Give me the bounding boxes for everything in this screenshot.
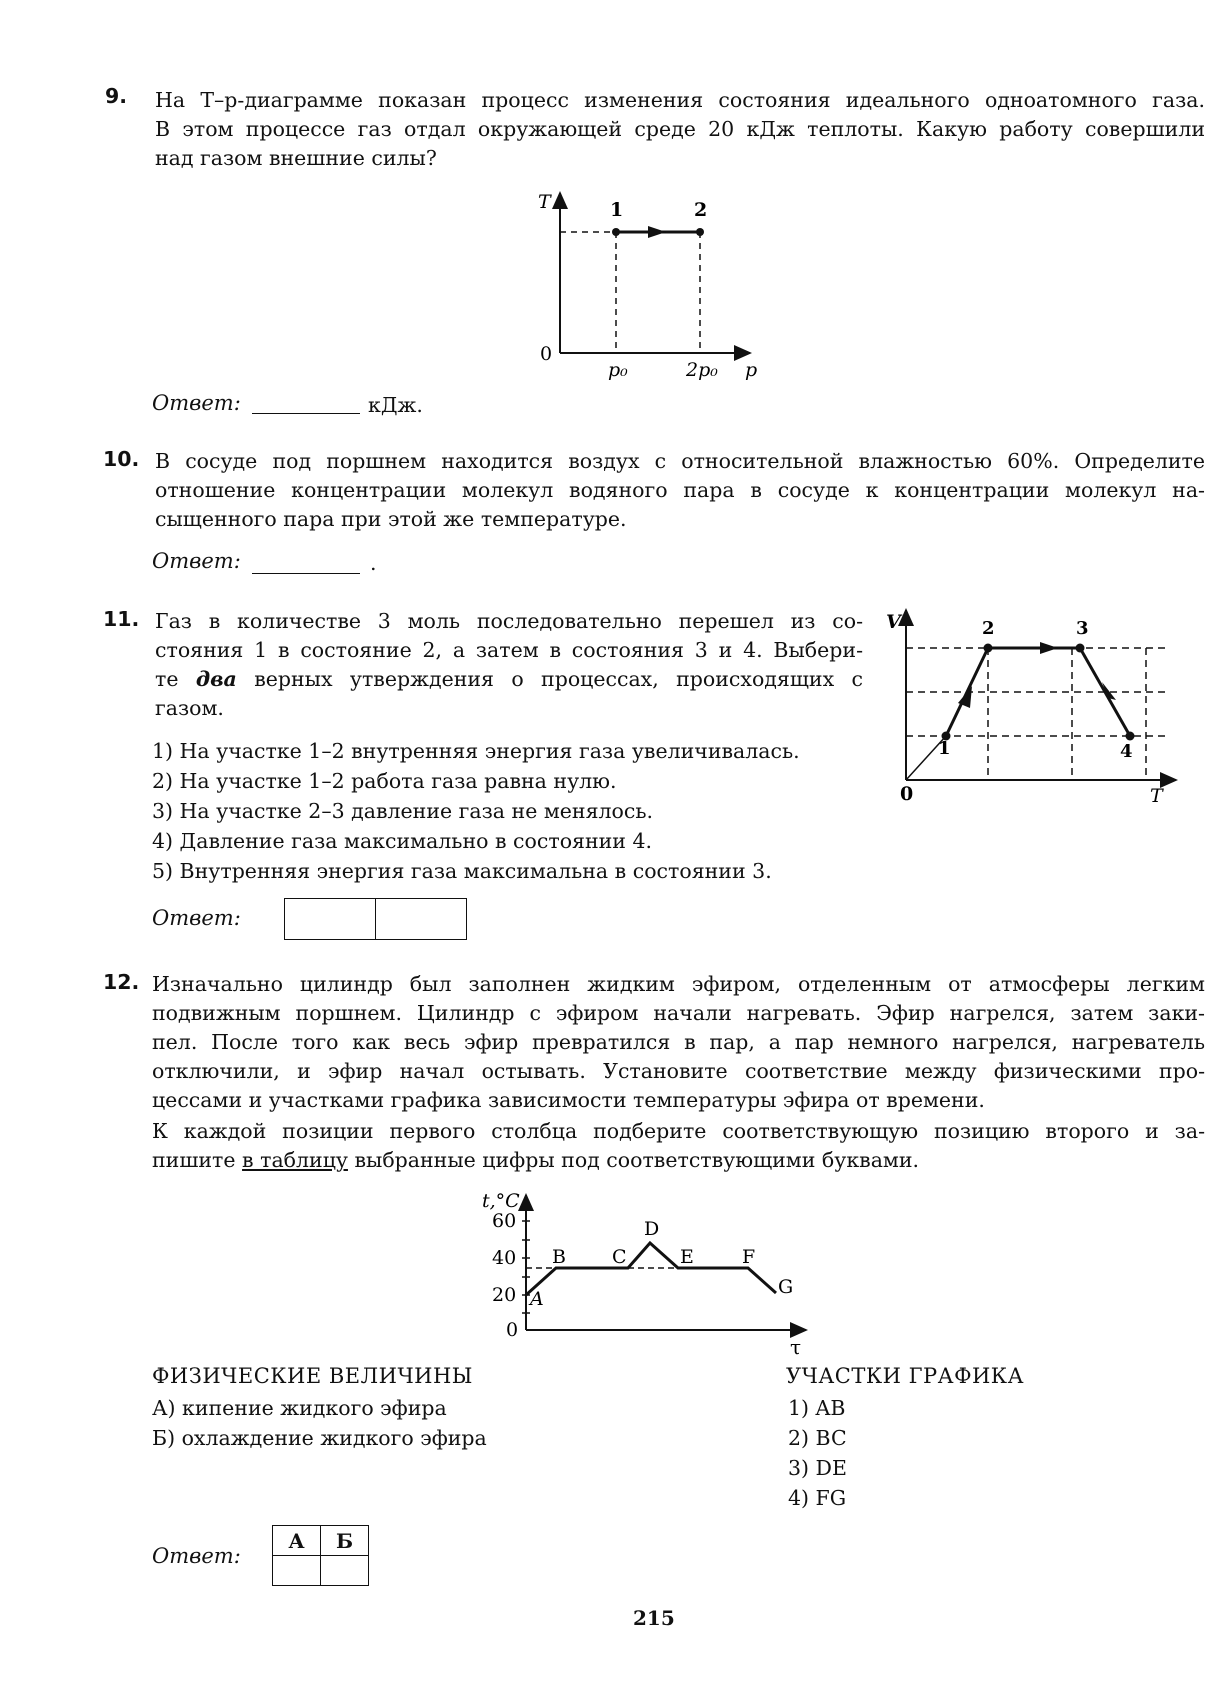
answer-cell[interactable] — [375, 899, 466, 939]
question-number: 11. — [103, 607, 140, 631]
answer-cell[interactable] — [285, 899, 375, 939]
p-axis-label: p — [745, 359, 758, 381]
tick-label: p₀ — [608, 359, 628, 381]
question-number: 12. — [103, 970, 140, 994]
question-number: 10. — [103, 447, 140, 471]
point-label: D — [644, 1218, 660, 1240]
point-label: E — [680, 1246, 694, 1268]
option: 1) На участке 1–2 внутренняя энергия газа увеличивалась. — [152, 739, 800, 763]
point-1 — [612, 228, 620, 236]
y-tick-label: 0 — [506, 1319, 519, 1341]
origin-label: 0 — [900, 783, 914, 805]
question-text-line: газом. — [155, 696, 224, 720]
left-item: Б) охлаждение жидкого эфира — [152, 1426, 487, 1450]
question-text-line: Газ в количестве 3 моль последовательно перешел из со- — [155, 609, 863, 633]
question-text-line: сыщенного пара при этой же температуре. — [155, 507, 627, 531]
table-link: в таблицу — [242, 1148, 348, 1172]
y-tick-label: 20 — [492, 1284, 517, 1306]
vt-diagram — [880, 600, 1180, 810]
point-label: B — [552, 1246, 566, 1268]
right-item: 3) DE — [788, 1456, 847, 1480]
question-text-line: отключили, и эфир начал остывать. Установите соответствие между физическими про- — [152, 1059, 1205, 1083]
question-text-line: На T–p-диаграмме показан процесс изменения состояния идеального одноатомного газа. — [155, 88, 1205, 112]
answer-cell-b[interactable] — [321, 1556, 369, 1586]
point-label: 3 — [1076, 618, 1089, 639]
option: 3) На участке 2–3 давление газа не менялось. — [152, 799, 654, 823]
text-span: пишите — [152, 1148, 243, 1172]
tick-label: 2p₀ — [686, 359, 718, 381]
question-text-line: подвижным поршнем. Цилиндр с эфиром начали нагревать. Эфир нагрелся, затем заки- — [152, 1001, 1205, 1025]
answer-blank[interactable] — [252, 412, 360, 414]
table-header-b: Б — [321, 1526, 369, 1556]
v-axis-label: V — [886, 611, 901, 633]
column-header-right: УЧАСТКИ ГРАФИКА — [786, 1364, 1024, 1388]
text-span: выбранные цифры под соответствующими буквами. — [347, 1148, 920, 1172]
point-label: F — [742, 1246, 756, 1268]
point-2 — [984, 644, 993, 653]
answer-label: Ответ: — [152, 906, 241, 930]
origin-label: 0 — [540, 343, 553, 365]
answer-label: Ответ: — [152, 549, 241, 573]
question-text-line: те два верных утверждения о процессах, происходящих с — [155, 667, 863, 691]
option: 2) На участке 1–2 работа газа равна нулю. — [152, 769, 617, 793]
question-text-line: цессами и участками графика зависимости температуры эфира от времени. — [152, 1088, 985, 1112]
right-item: 4) FG — [788, 1486, 847, 1510]
column-header-left: ФИЗИЧЕСКИЕ ВЕЛИЧИНЫ — [152, 1364, 473, 1388]
point-label: 2 — [694, 199, 708, 221]
question-text-line: К каждой позиции первого столбца подберите соответствующую позицию второго и за- — [152, 1119, 1205, 1143]
t-axis-label: T — [538, 191, 551, 213]
question-text-line: пел. После того как весь эфир превратился в пар, а пар немного нагрелся, нагреватель — [152, 1030, 1205, 1054]
question-number: 9. — [105, 84, 128, 108]
x-axis-label: τ — [790, 1335, 802, 1359]
point-3 — [1076, 644, 1085, 653]
point-2 — [696, 228, 704, 236]
question-text-line: В этом процессе газ отдал окружающей среде 20 кДж теплоты. Какую работу совершили — [155, 117, 1205, 141]
y-axis-label: t,°C — [482, 1190, 520, 1212]
question-text-line: В сосуде под поршнем находится воздух с относительной влажностью 60%. Определите — [155, 449, 1205, 473]
point-label: A — [530, 1288, 544, 1310]
question-text-line: стояния 1 в состояние 2, а затем в состояния 3 и 4. Выбери- — [155, 638, 863, 662]
answer-blank[interactable] — [252, 572, 360, 574]
right-item: 2) BC — [788, 1426, 847, 1450]
answer-table — [272, 1525, 369, 1586]
point-label: 1 — [938, 738, 951, 759]
y-tick-label: 40 — [492, 1247, 517, 1269]
answer-unit: кДж. — [368, 393, 423, 417]
answer-cell-a[interactable] — [273, 1556, 321, 1586]
point-label: G — [778, 1276, 794, 1298]
point-label: C — [612, 1246, 627, 1268]
right-item: 1) AB — [788, 1396, 846, 1420]
temperature-time-graph — [468, 1185, 808, 1359]
answer-boxes[interactable] — [284, 898, 467, 940]
question-text-line: отношение концентрации молекул водяного пара в сосуде к концентрации молекул на- — [155, 478, 1205, 502]
left-item: А) кипение жидкого эфира — [152, 1396, 447, 1420]
question-text-line — [152, 1146, 919, 1175]
point-label: 4 — [1120, 741, 1133, 762]
answer-label: Ответ: — [152, 391, 241, 415]
answer-label: Ответ: — [152, 1544, 241, 1568]
option: 5) Внутренняя энергия газа максимальна в состоянии 3. — [152, 859, 772, 883]
question-text-line: Изначально цилиндр был заполнен жидким эфиром, отделенным от атмосферы легким — [152, 972, 1205, 996]
table-header-a: А — [273, 1526, 321, 1556]
y-tick-label: 60 — [492, 1210, 517, 1232]
page-number: 215 — [633, 1606, 675, 1630]
t-axis-label: T — [1150, 785, 1163, 807]
point-4 — [1126, 732, 1135, 741]
option: 4) Давление газа максимально в состоянии 4. — [152, 829, 653, 853]
question-text-line: над газом внешние силы? — [155, 146, 437, 170]
point-label: 1 — [610, 199, 624, 221]
answer-unit: . — [370, 551, 377, 575]
emphasis-word: два — [195, 667, 237, 691]
point-label: 2 — [982, 618, 995, 639]
tp-diagram — [520, 188, 760, 381]
